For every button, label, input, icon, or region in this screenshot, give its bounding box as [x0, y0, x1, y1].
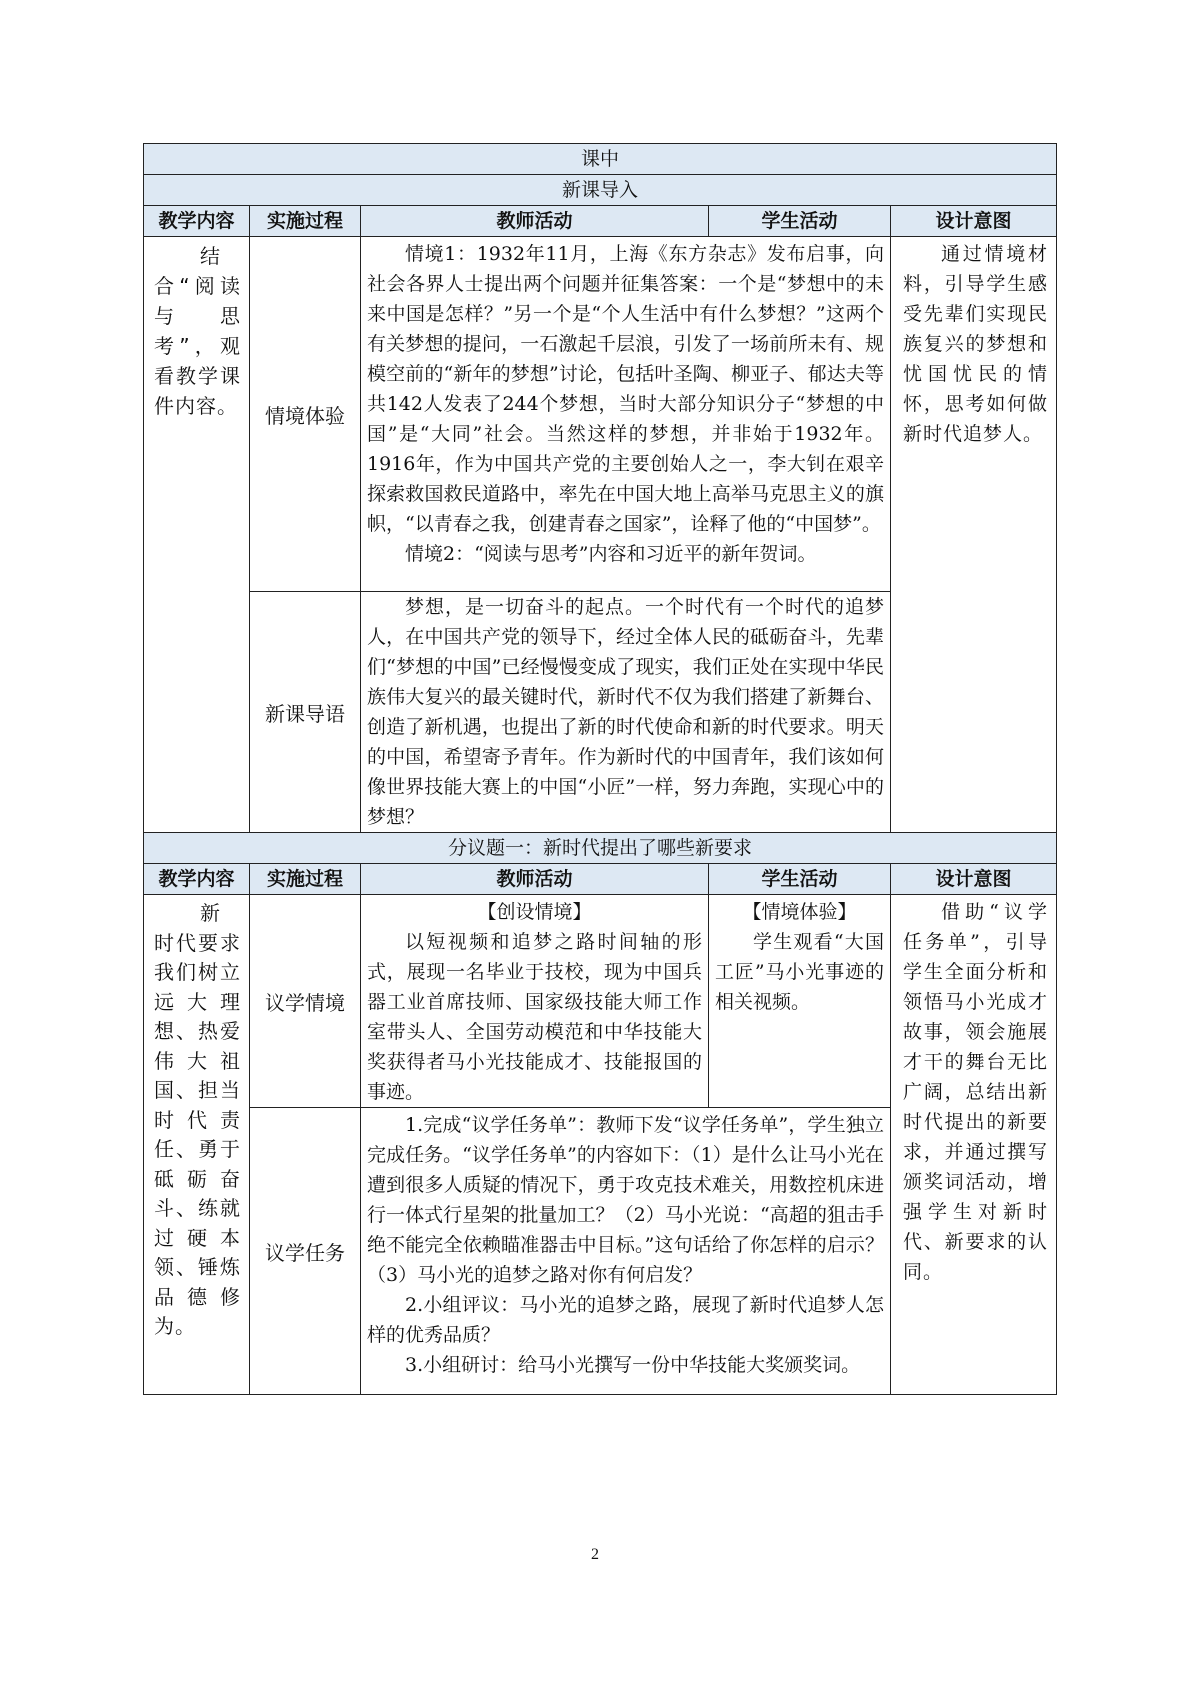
topic1-intent-text: 借助“议学任务单”，引导学生全面分析和领悟马小光成才故事，领会施展才干的舞台无比广阔，总结出新时代提出的新要求，并通过撰写颁奖词活动，增强学生对新时代、新要求的认同。 [903, 901, 1049, 1283]
subsection-title: 新课导入 [144, 175, 1057, 206]
topic1-row-situation [144, 895, 1057, 1108]
intro-row-situation [144, 237, 1057, 592]
header-process: 实施过程 [250, 206, 361, 237]
topic1-content-text: 新时代要求我们树立远大理想、热爱伟大祖国、担当时代责任、勇于砥砺奋斗、练就过硬本领、锤炼品德修为。 [154, 901, 241, 1338]
header-student: 学生活动 [709, 206, 891, 237]
topic1-student-situation-text: 学生观看“大国工匠”马小光事迹的相关视频。 [715, 931, 884, 1013]
topic1-process-task: 议学任务 [250, 1108, 361, 1395]
topic1-header-student: 学生活动 [709, 864, 891, 895]
header-row [144, 206, 1057, 237]
create-situation-tag: 【创设情境】 [477, 901, 592, 923]
intro-process-lead: 新课导语 [250, 592, 361, 833]
intro-intent-text: 通过情境材料，引导学生感受先辈们实现民族复兴的梦想和忧国忧民的情怀，思考如何做新时代追梦人。 [903, 243, 1049, 445]
section-title: 课中 [144, 144, 1057, 175]
header-teacher: 教师活动 [361, 206, 709, 237]
intro-content-text: 结合“阅读与思考”，观看教学课件内容。 [154, 244, 241, 418]
topic1-header-teacher: 教师活动 [361, 864, 709, 895]
topic1-teacher-situation-text: 以短视频和追梦之路时间轴的形式，展现一名毕业于技校，现为中国兵器工业首席技师、国家级技能大师工作室带头人、全国劳动模范和中华技能大奖获得者马小光技能成才、技能报国的事迹。 [367, 931, 702, 1103]
intro-process-situation: 情境体验 [250, 237, 361, 592]
task-item-1: 1.完成“议学任务单”：教师下发“议学任务单”，学生独立完成任务。“议学任务单”的内容如下：（1）是什么让马小光在遭到很多人质疑的情况下，勇于攻克技术难关，用数控机床进行一体式行星架的批量加工？（2）马小光说：“高超的狙击手绝不能完全依赖瞄准器击中目标。”这句话给了你怎样的启示？（3）马小光的追梦之路对你有何启发？ [367, 1114, 884, 1286]
intro-situation-paragraph-2: 情境2：“阅读与思考”内容和习近平的新年贺词。 [405, 543, 817, 565]
topic1-header-intent: 设计意图 [891, 864, 1057, 895]
task-item-2: 2.小组评议：马小光的追梦之路，展现了新时代追梦人怎样的优秀品质？ [367, 1294, 884, 1346]
topic1-process-situation: 议学情境 [250, 895, 361, 1108]
lesson-plan-table [143, 143, 1057, 1395]
intro-situation-paragraph-1: 情境1：1932年11月，上海《东方杂志》发布启事，向社会各界人士提出两个问题并征集答案：一个是“梦想中的未来中国是怎样？”另一个是“个人生活中有什么梦想？”这两个有关梦想的提问，一石激起千层浪，引发了一场前所未有、规模空前的“新年的梦想”讨论，包括叶圣陶、柳亚子、郁达夫等共142人发表了244个梦想，当时大部分知识分子“梦想的中国”是“大同”社会。当然这样的梦想，并非始于1932年。1916年，作为中国共产党的主要创始人之一，李大钊在艰辛探索救国救民道路中，率先在中国大地上高举马克思主义的旗帜，“以青春之我，创建青春之国家”，诠释了他的“中国梦”。 [367, 243, 884, 535]
intro-teacher-situation [361, 237, 891, 592]
topic1-header-process: 实施过程 [250, 864, 361, 895]
lesson-plan-sheet [143, 143, 1056, 1395]
intro-intent-cell [891, 237, 1057, 833]
intro-teacher-lead [361, 592, 891, 833]
topic1-title: 分议题一：新时代提出了哪些新要求 [144, 833, 1057, 864]
topic1-header-row [144, 864, 1057, 895]
topic1-teacher-situation [361, 895, 709, 1108]
topic1-student-situation [709, 895, 891, 1108]
experience-situation-tag: 【情境体验】 [742, 901, 857, 923]
topic1-teacher-task [361, 1108, 891, 1395]
topic1-header-content: 教学内容 [144, 864, 250, 895]
header-content: 教学内容 [144, 206, 250, 237]
intro-lead-paragraph: 梦想，是一切奋斗的起点。一个时代有一个时代的追梦人，在中国共产党的领导下，经过全体人民的砥砺奋斗，先辈们“梦想的中国”已经慢慢变成了现实，我们正处在实现中华民族伟大复兴的最关键时代，新时代不仅为我们搭建了新舞台、创造了新机遇，也提出了新的时代使命和新的时代要求。明天的中国，希望寄予青年。作为新时代的中国青年，我们该如何像世界技能大赛上的中国“小匠”一样，努力奔跑，实现心中的梦想？ [367, 596, 884, 828]
topic1-intent-cell [891, 895, 1057, 1395]
task-item-3: 3.小组研讨：给马小光撰写一份中华技能大奖颁奖词。 [405, 1354, 861, 1376]
header-intent: 设计意图 [891, 206, 1057, 237]
page-number: 2 [591, 1546, 599, 1563]
topic1-content-cell [144, 895, 250, 1395]
intro-content-cell [144, 237, 250, 833]
